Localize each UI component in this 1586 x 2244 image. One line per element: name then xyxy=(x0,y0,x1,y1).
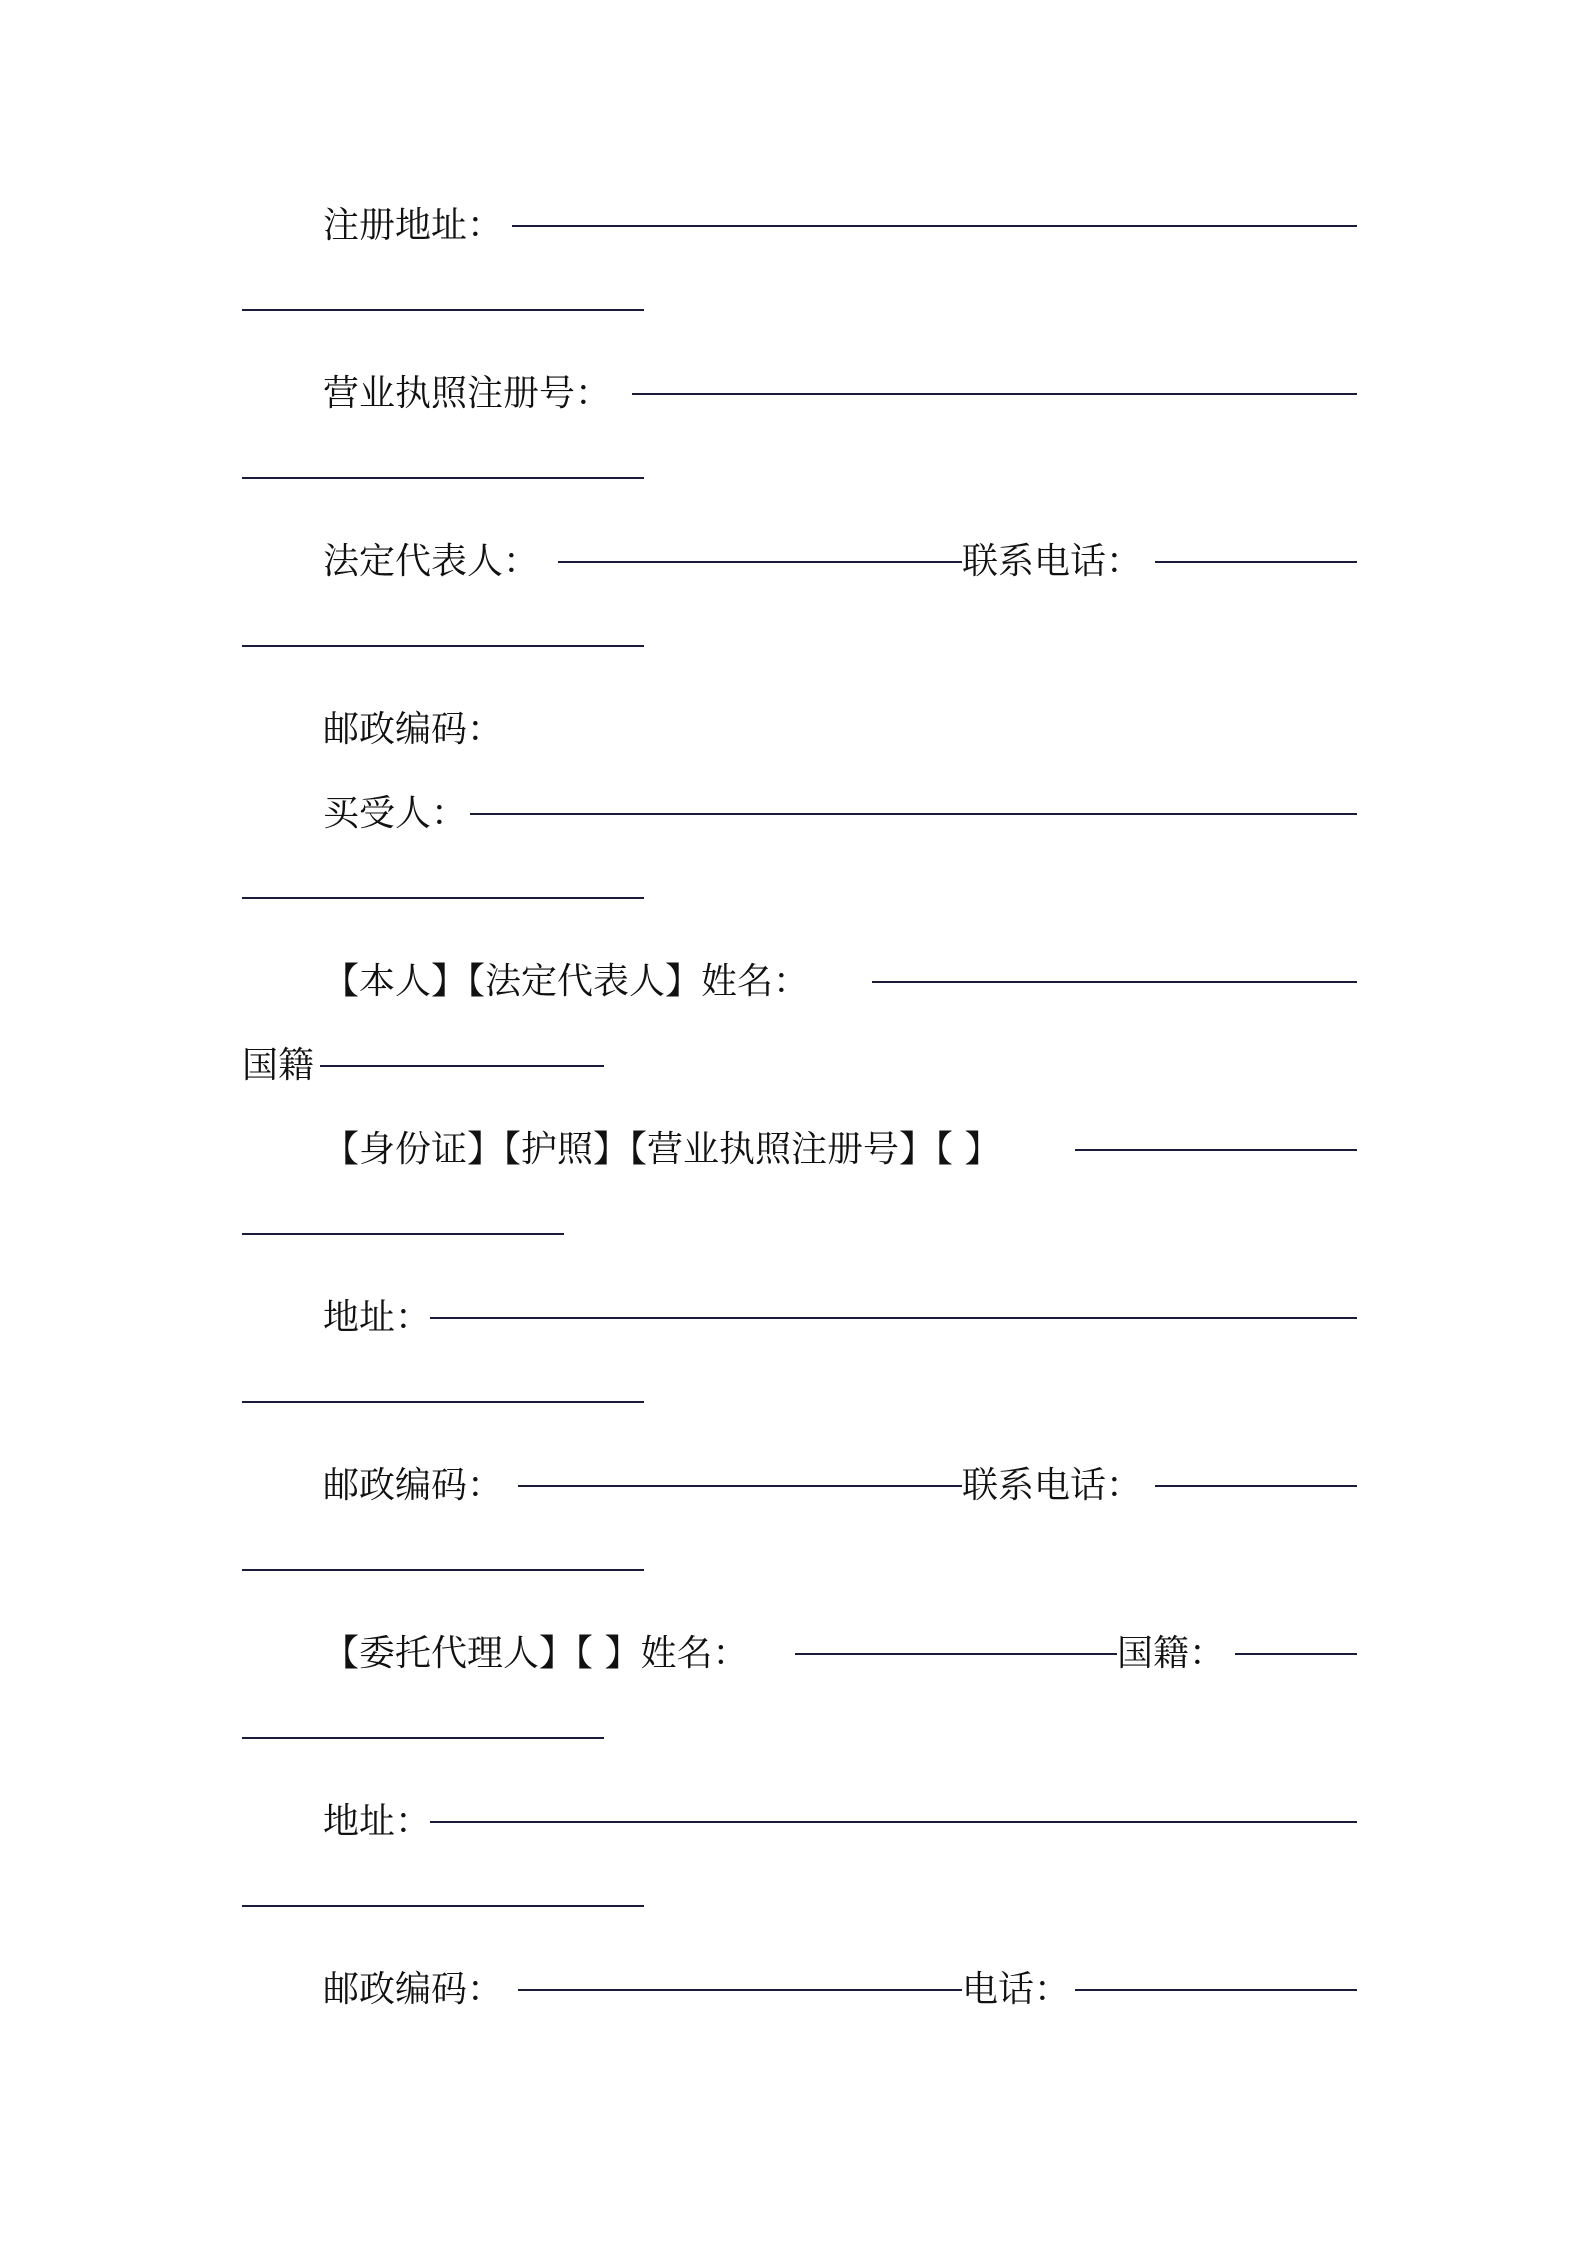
buyer-label: 买受人： xyxy=(323,793,468,834)
agent-postcode-label: 邮政编码： xyxy=(323,1969,504,2010)
agent-address-label: 地址： xyxy=(323,1801,432,1842)
buyer-id-no-blank-cont[interactable] xyxy=(242,1233,564,1235)
agent-postcode-blank[interactable] xyxy=(518,1989,962,1991)
seller-phone-blank[interactable] xyxy=(1155,561,1357,563)
license-no-label: 营业执照注册号： xyxy=(323,373,612,414)
buyer-id-no-blank[interactable] xyxy=(1075,1149,1357,1151)
license-no-blank-cont[interactable] xyxy=(242,477,644,479)
buyer-postcode-blank[interactable] xyxy=(518,1485,962,1487)
buyer-address-label: 地址： xyxy=(323,1297,432,1338)
buyer-phone-blank-cont[interactable] xyxy=(242,1569,644,1571)
seller-phone-label: 联系电话： xyxy=(962,541,1143,582)
agent-name-label: 【委托代理人】【 】姓名： xyxy=(323,1633,749,1674)
agent-nationality-blank[interactable] xyxy=(1235,1653,1357,1655)
buyer-blank[interactable] xyxy=(470,813,1357,815)
buyer-postcode-label: 邮政编码： xyxy=(323,1465,504,1506)
agent-address-blank[interactable] xyxy=(430,1821,1357,1823)
agent-address-blank-cont[interactable] xyxy=(242,1905,644,1907)
agent-phone-label: 电话： xyxy=(962,1969,1071,2010)
buyer-identity-name-label: 【本人】【法定代表人】姓名： xyxy=(323,961,810,1002)
reg-address-blank-cont[interactable] xyxy=(242,309,644,311)
seller-postcode-label: 邮政编码： xyxy=(323,709,504,750)
buyer-id-type-label: 【身份证】【护照】【营业执照注册号】【 】 xyxy=(323,1129,1001,1170)
buyer-nationality-label: 国籍 xyxy=(242,1045,315,1086)
agent-nationality-label: 国籍： xyxy=(1117,1633,1226,1674)
reg-address-label: 注册地址： xyxy=(323,205,504,246)
agent-phone-blank[interactable] xyxy=(1075,1989,1357,1991)
seller-phone-blank-cont[interactable] xyxy=(242,645,644,647)
buyer-address-blank[interactable] xyxy=(430,1317,1357,1319)
buyer-blank-cont[interactable] xyxy=(242,897,644,899)
agent-nationality-blank-cont[interactable] xyxy=(242,1737,604,1739)
legal-rep-blank[interactable] xyxy=(558,561,962,563)
agent-name-blank[interactable] xyxy=(795,1653,1117,1655)
license-no-blank[interactable] xyxy=(632,393,1357,395)
buyer-phone-label: 联系电话： xyxy=(962,1465,1143,1506)
buyer-address-blank-cont[interactable] xyxy=(242,1401,644,1403)
reg-address-blank[interactable] xyxy=(512,225,1357,227)
legal-rep-label: 法定代表人： xyxy=(323,541,540,582)
buyer-phone-blank[interactable] xyxy=(1155,1485,1357,1487)
buyer-name-blank[interactable] xyxy=(872,981,1357,983)
buyer-nationality-blank[interactable] xyxy=(320,1065,604,1067)
